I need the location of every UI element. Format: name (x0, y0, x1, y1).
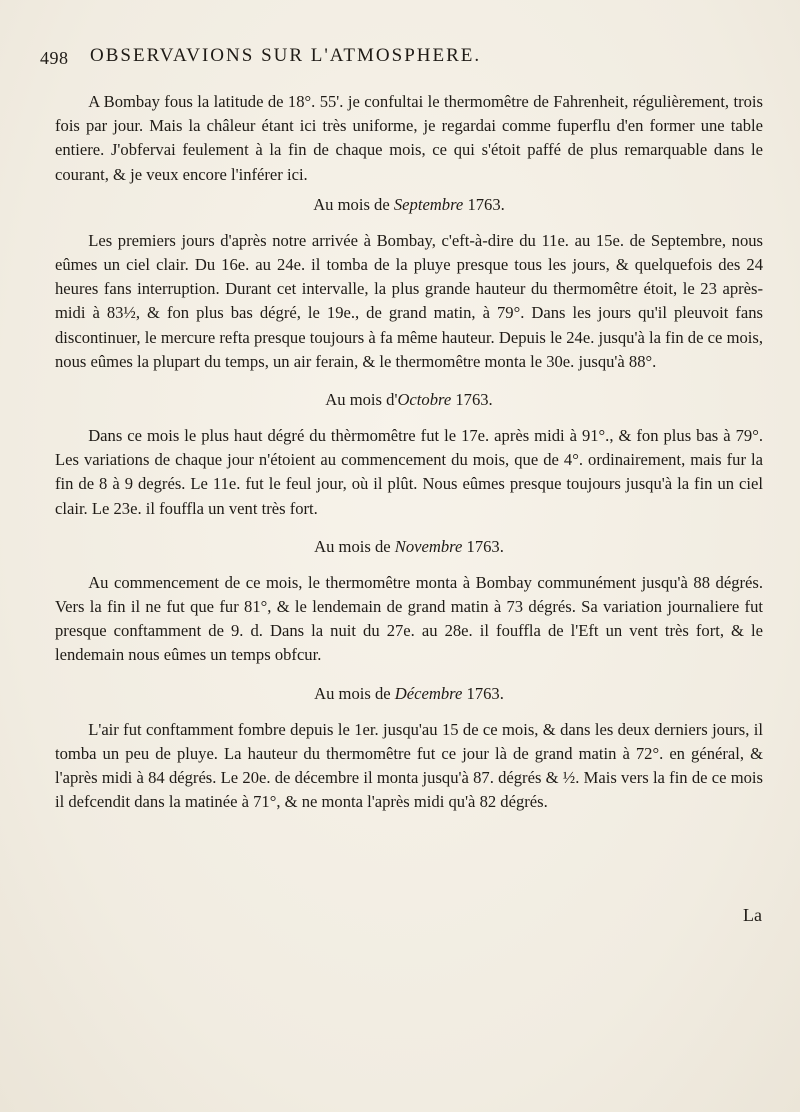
heading-month: Septembre (393, 194, 464, 214)
heading-prefix: Au mois de (313, 194, 394, 214)
paragraph-intro: A Bombay fous la latitude de 18°. 55'. je confultai le thermomêtre de Fahrenheit, régulièrement, trois fois par jour. Mais la châleur étant ici très uniforme, je regardai comme fuperflu d'en former une table entiere. J'obfervai feulement à la fin de chaque mois, ce qui s'étoit paffé de plus remarquable dans le courant, & je veux encore l'inférer ici. (55, 92, 763, 184)
body-text (55, 90, 763, 814)
heading-prefix: Au mois de (314, 536, 395, 556)
heading-year: 1763. (462, 683, 504, 703)
paragraph-october: Dans ce mois le plus haut dégré du thèrmomêtre fut le 17e. après midi à 91°., & fon plus bas à 79°. Les variations de chaque jour n'étoient au commencement du mois, que de 4°. ordinairement, mais fur la fin de 8 à 9 degrés. Le 11e. fut le feul jour, où il plût. Nous eûmes presque toujours jusqu'à la fin un ciel clair. Le 23e. il fouffla un vent très fort. (55, 426, 763, 518)
heading-year: 1763. (462, 536, 504, 556)
running-head: OBSERVAVIONS SUR L'ATMOSPHERE. (90, 45, 482, 66)
heading-prefix: Au mois d' (325, 390, 398, 410)
heading-month: Octobre (397, 390, 452, 410)
heading-year: 1763. (451, 390, 493, 410)
heading-month: Novembre (394, 536, 463, 556)
paragraph-december: L'air fut conftamment fombre depuis le 1er. jusqu'au 15 de ce mois, & dans les deux derniers jours, il tomba un peu de pluye. La hauteur du thermomêtre fut ce jour là de grand matin à 72°. en général, & l'après midi à 84 dégrés. Le 20e. de décembre il monta jusqu'à 87. dégrés & ½. Mais vers la fin de ce mois il defcendit dans la matinée à 71°, & ne monta l'après midi qu'à 82 dégrés. (55, 719, 763, 812)
month-heading-september (55, 193, 763, 217)
paragraph-september: Les premiers jours d'après notre arrivée à Bombay, c'eft-à-dire du 11e. au 15e. de Septembre, nous eûmes un ciel clair. Du 16e. au 24e. il tomba de la pluye presque tous les jours, & quelquefois des 24 heures fans interruption. Durant cet intervalle, la plus grande hauteur du thermomêtre étoit, le 23 après-midi à 83½, & fon plus bas dégré, le 19e., de grand matin, à 79°. Dans les jours qu'il pleuvoit fans discontinuer, le mercure refta presque toujours à fa même hauteur. Depuis le 24e. jusqu'à la fin de ce mois, nous eûmes la plupart du temps, un air ferain, & le thermomêtre monta le 30e. jusqu'à 88°. (55, 230, 763, 371)
paragraph-november: Au commencement de ce mois, le thermomêtre monta à Bombay communément jusqu'à 88 dégrés. Vers la fin il ne fut que fur 81°, & le lendemain de grand matin à 73 dégrés. Sa variation journaliere fut presque conftamment de 9. d. Dans la nuit du 27e. au 28e. il fouffla de l'Eft un vent très fort, & le lendemain nous eûmes un temps obfcur. (55, 572, 763, 665)
month-heading-october (55, 388, 763, 412)
heading-prefix: Au mois de (314, 683, 395, 703)
heading-month: Décembre (394, 683, 463, 703)
page-number: 498 (40, 48, 69, 68)
catchword: La (743, 905, 762, 925)
heading-year: 1763. (463, 194, 505, 214)
month-heading-december (55, 682, 763, 706)
month-heading-november (55, 535, 763, 559)
